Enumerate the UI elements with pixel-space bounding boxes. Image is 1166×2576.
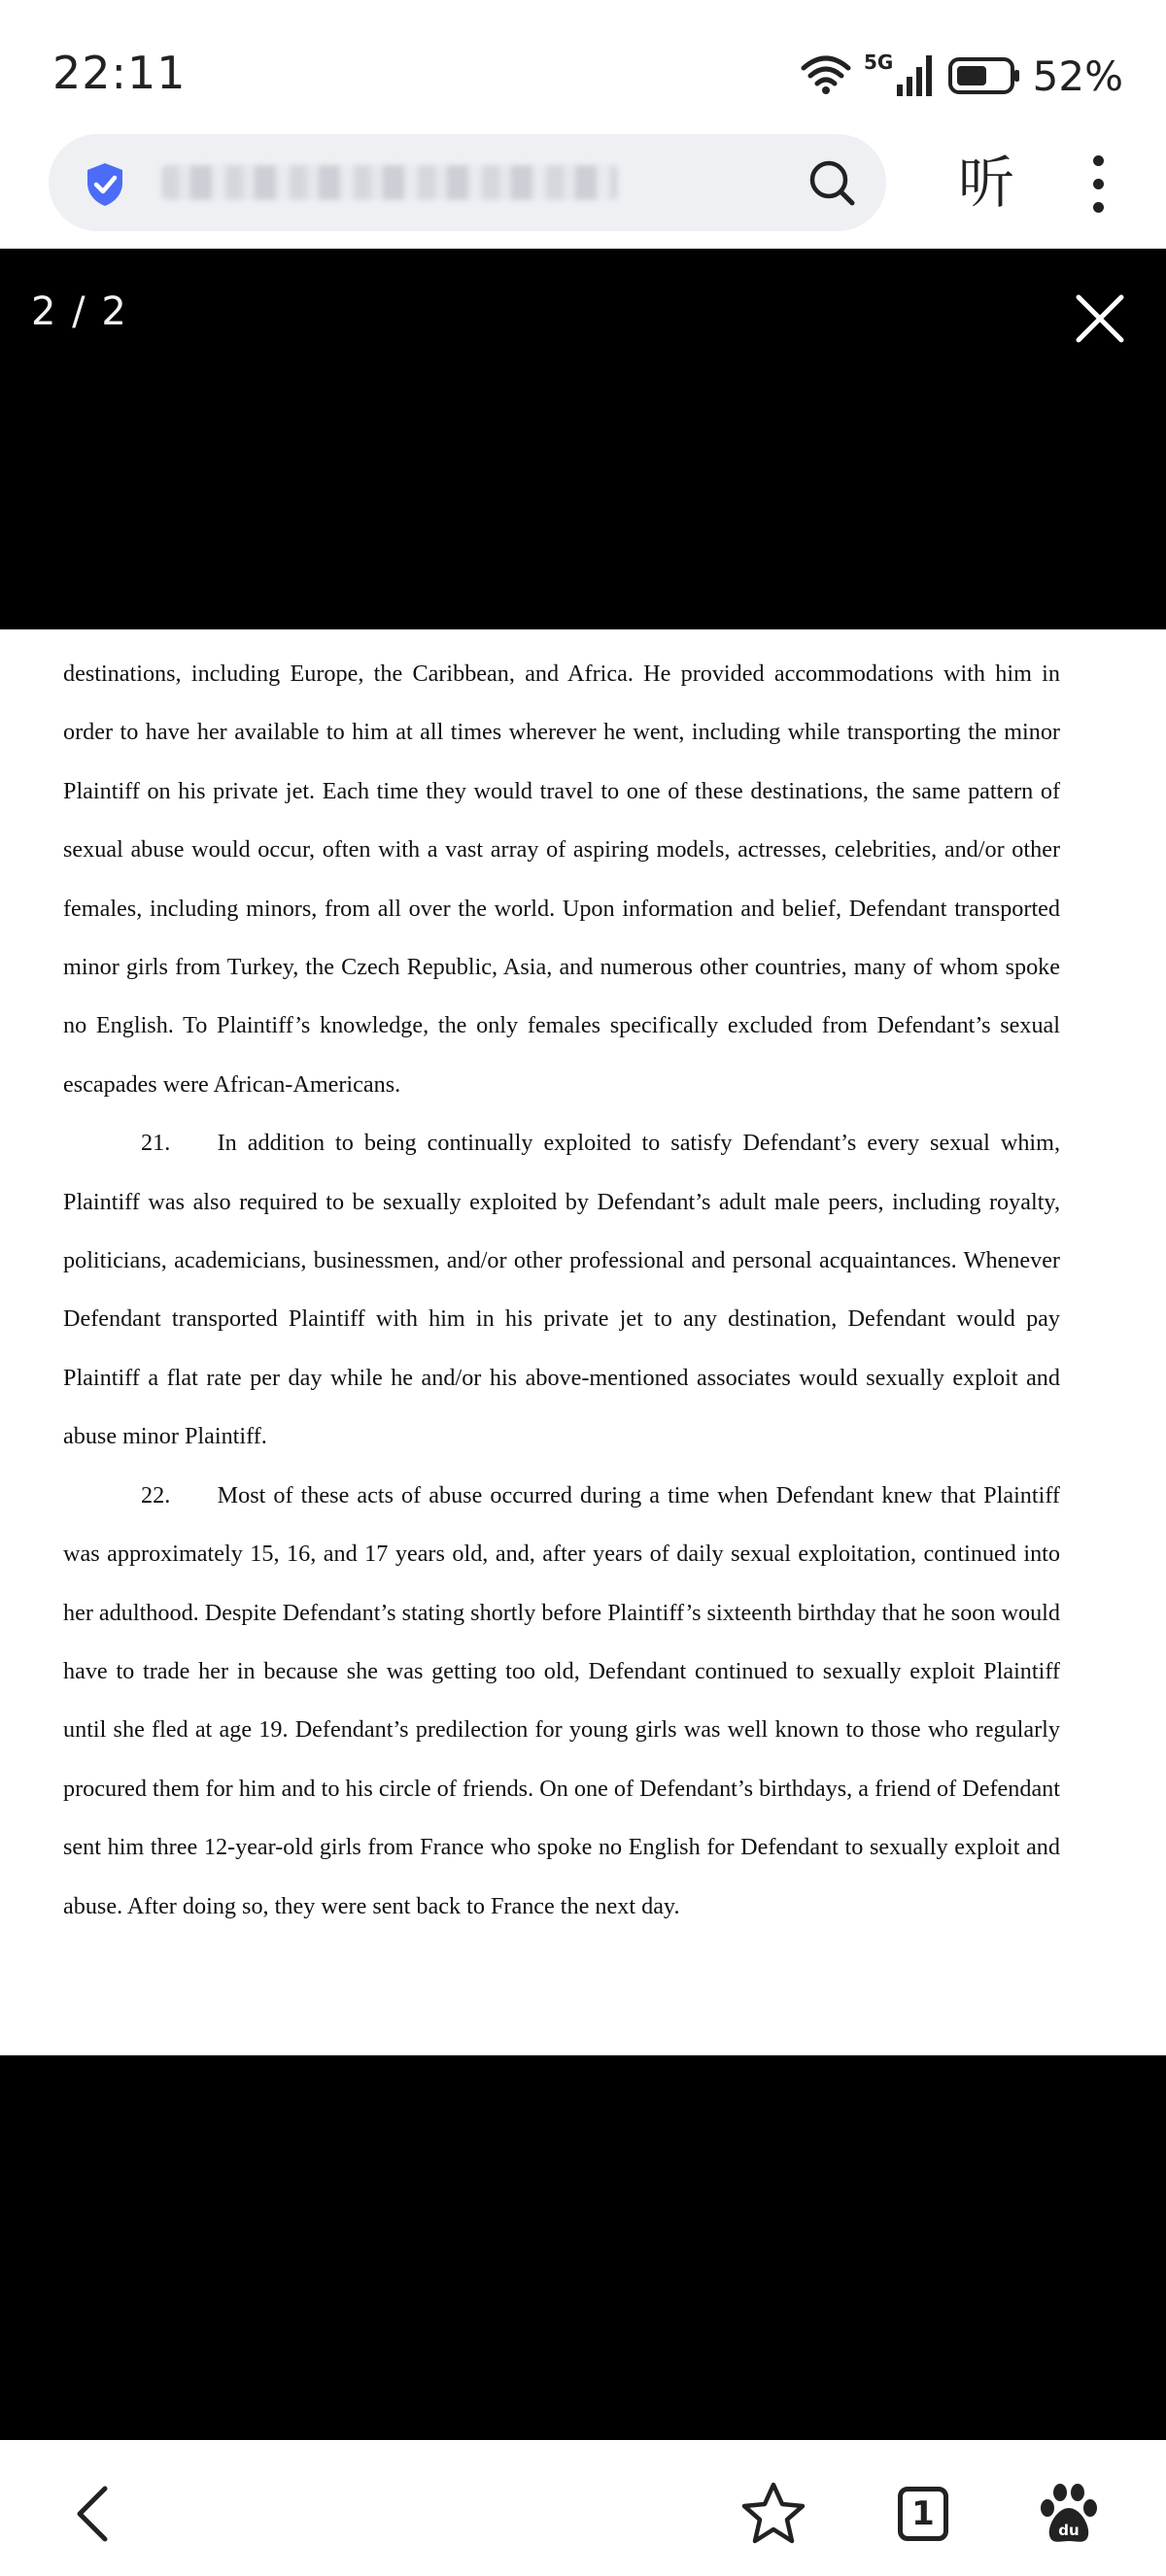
signal-5g-icon (864, 51, 936, 100)
status-indicators (800, 49, 1123, 103)
bottom-navigation (0, 2440, 1166, 2576)
document-text (63, 645, 1060, 1936)
svg-text:5G: 5G (863, 51, 893, 74)
image-viewer-footer (0, 2055, 1166, 2440)
shield-check-icon (84, 161, 126, 208)
paragraph-20-continued: destinations, including Europe, the Caribbean, and Africa. He provided accommodations with him in order to have her available to him at all times wherever he went, including while transporting the minor Plaintiff on his private jet. Each time they would travel to one of these destinations, the same pattern of sexual abuse would occur, often with a vast array of aspiring models, actresses, celebrities, and/or other females, including minors, from all over the world. Upon information and belief, Defendant transported minor girls from Turkey, the Czech Republic, Asia, and numerous other countries, many of whom spoke no English. To Plaintiff’s knowledge, the only females specifically excluded from Defendant’s sexual escapades were African-Americans. (63, 661, 1060, 1098)
more-vertical-icon[interactable] (1079, 155, 1117, 214)
document-image[interactable] (0, 629, 1166, 2055)
search-icon[interactable] (806, 157, 857, 208)
baidu-paw-icon[interactable] (1034, 2479, 1104, 2549)
address-bar[interactable] (49, 134, 886, 231)
page-counter: 2 / 2 (31, 289, 128, 334)
close-icon[interactable] (1073, 291, 1127, 346)
paragraph-21: 21. In addition to being continually exploited to satisfy Defendant’s every sexual whim, Plaintiff was also required to be sexually exploited by Defendant’s adult male peers, including royalty, politicians, academicians, businessmen, and/or other professional and personal acquaintances. Whenever Defendant transported Plaintiff with him in his private jet to any destination, Defendant would pay Plaintiff a flat rate per day while he and/or his above-mentioned associates would sexually exploit and abuse minor Plaintiff. (63, 1130, 1060, 1450)
status-time: 22:11 (52, 47, 187, 99)
status-bar (0, 0, 1166, 136)
image-viewer-header (0, 249, 1166, 629)
tab-count: 1 (898, 2487, 948, 2541)
wifi-icon (800, 54, 852, 97)
chevron-left-icon[interactable] (62, 2479, 132, 2549)
url-text-blurred[interactable] (161, 165, 618, 200)
tabs-button[interactable] (886, 2479, 956, 2549)
listen-button[interactable]: 听 (957, 150, 1014, 216)
star-icon[interactable] (738, 2479, 808, 2549)
paragraph-22: 22. Most of these acts of abuse occurred during a time when Defendant knew that Plaintiff was approximately 15, 16, and 17 years old, and, after years of daily sexual exploitation, continued into her adulthood. Despite Defendant’s stating shortly before Plaintiff’s sixteenth birthday that he soon would have to trade her in because she was getting too old, Defendant continued to sexually exploit Plaintiff until she fled at age 19. Defendant’s predilection for young girls was well known to those who regularly procured them for him and to his circle of friends. On one of Defendant’s birthdays, a friend of Defendant sent him three 12-year-old girls from France who spoke no English for Defendant to sexually exploit and abuse. After doing so, they were sent back to France the next day. (63, 1481, 1060, 1919)
battery-icon (947, 56, 1021, 95)
svg-text:du: du (1058, 2522, 1080, 2539)
battery-percentage: 52% (1032, 51, 1123, 100)
